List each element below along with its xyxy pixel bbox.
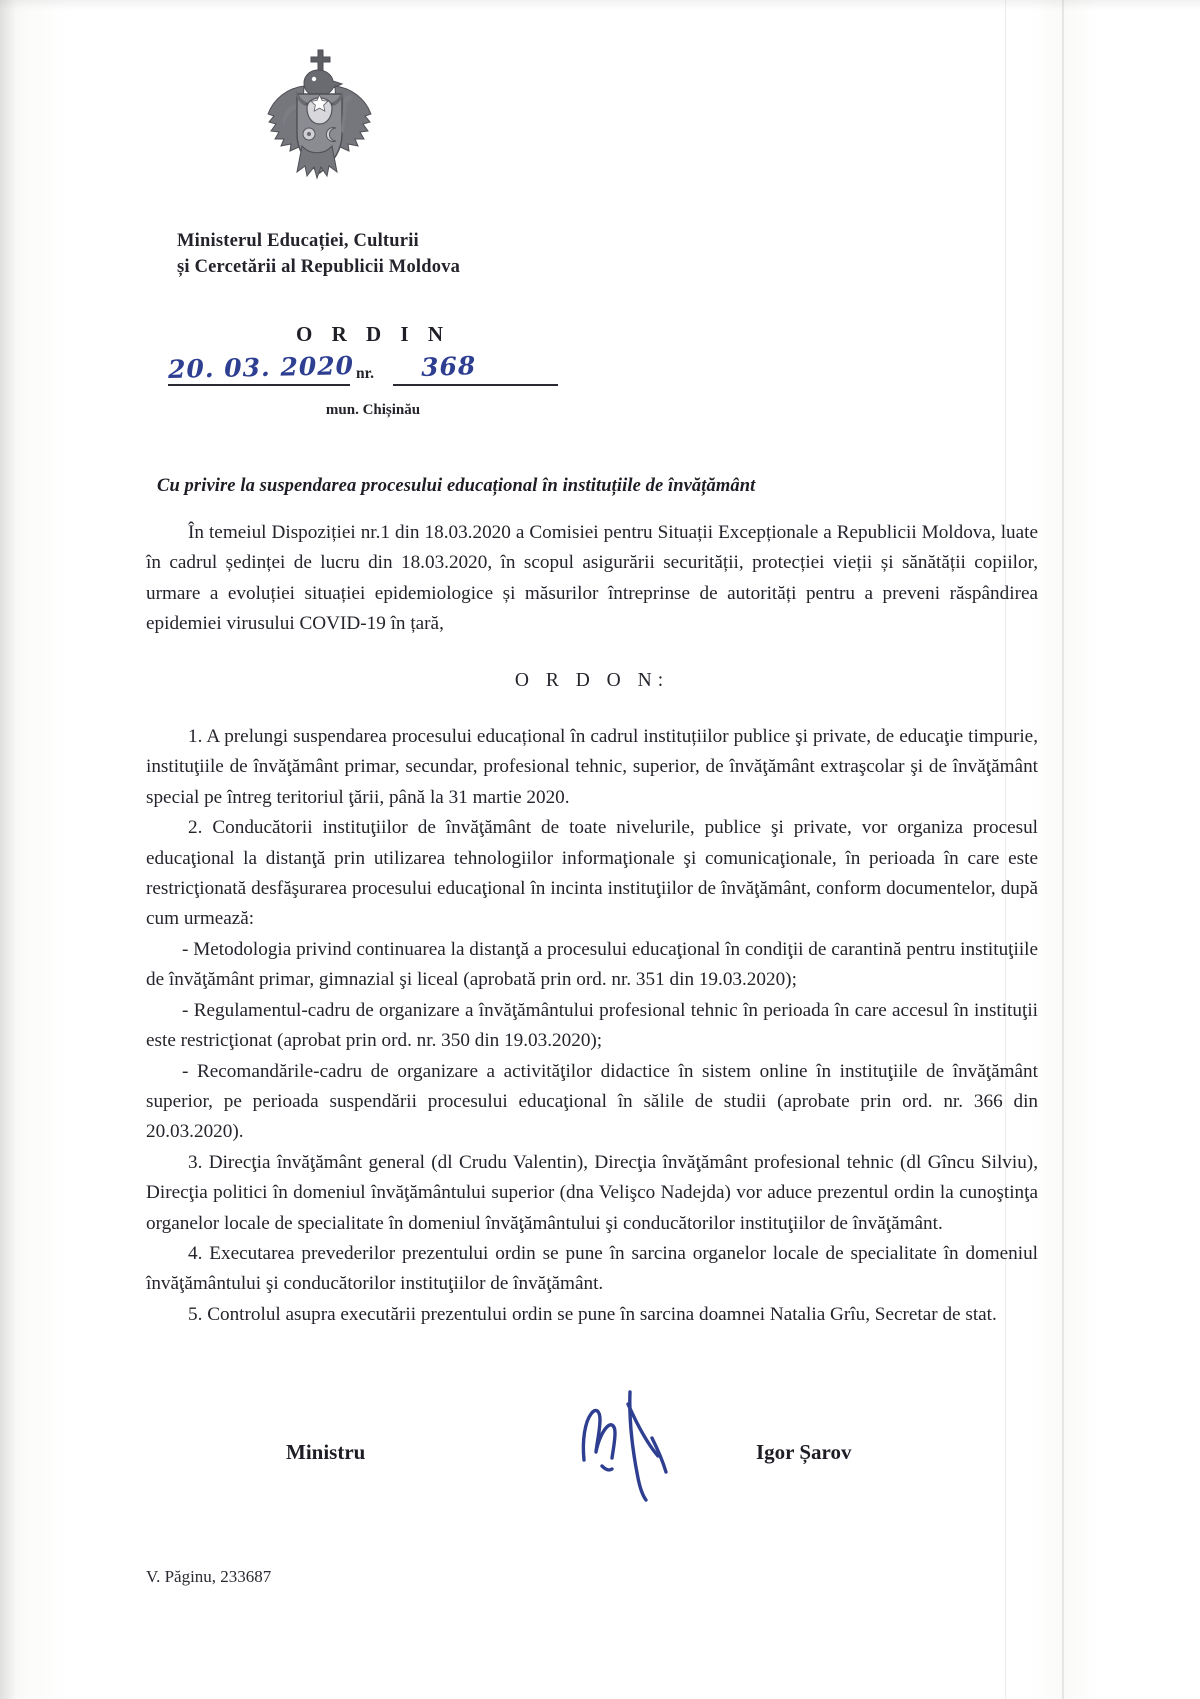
order-item-3: 3. Direcţia învăţământ general (dl Crudu Valentin), Direcţia învăţământ profesional tehnic (dl Gîncu Silviu), Direcţia politici în domeniul învăţământului superior (dna Velişco Nadejda) vor aduce prezentul ordin la cunoştinţa organelor locale de specialitate în domeniul învăţământului şi conducătorilor instituţiilor de învăţământ. bbox=[146, 1151, 1038, 1234]
handwritten-order-number: 368 bbox=[420, 351, 477, 382]
city-line: mun. Chișinău bbox=[325, 402, 421, 418]
date-rule bbox=[168, 384, 350, 386]
ministry-name bbox=[177, 228, 657, 280]
handwritten-date: 20. 03. 2020 bbox=[167, 351, 355, 384]
ordon-heading: O R D O N: bbox=[514, 669, 670, 691]
coat-of-arms-of-moldova-icon bbox=[252, 46, 387, 211]
handwritten-signature bbox=[566, 1374, 746, 1504]
ministry-name-line1: Ministerul Educației, Culturii bbox=[177, 231, 419, 251]
order-bullet-1: - Metodologia privind continuarea la distanţă a procesului educaţional în condiţii de carantină pentru instituţiile de învăţământ primar, gimnazial şi liceal (aprobată prin ord. nr. 351 din 19.03.2020); bbox=[146, 938, 1038, 991]
signature-name: Igor Șarov bbox=[756, 1440, 852, 1464]
page-left-shadow bbox=[0, 0, 16, 1699]
scan-fold-line bbox=[1062, 0, 1064, 1699]
nr-label: nr. bbox=[356, 365, 374, 382]
footer-reference: V. Păginu, 233687 bbox=[146, 1567, 272, 1586]
order-heading: O R D I N bbox=[295, 322, 450, 346]
page-top-shadow bbox=[0, 0, 1200, 10]
order-item-2: 2. Conducătorii instituţiilor de învăţământ de toate nivelurile, publice şi private, vor organiza procesul educaţional la distanţă prin utilizarea tehnologiilor informaţionale şi comunicaţionale, în perioada în care este restricţionată desfăşurarea procesului educaţional în incinta instituţiilor de învăţământ, conform documentelor, după cum urmează: bbox=[146, 817, 1038, 930]
preamble-paragraph: În temeiul Dispoziției nr.1 din 18.03.2020 a Comisiei pentru Situații Excepționale a Republicii Moldova, luate în cadrul ședinței de lucru din 18.03.2020, în scopul asigurării securității, protecției vieții și sănătății copiilor, urmare a evoluției situației epidemiologice și măsurilor întreprinse de autorități pentru a preveni răspândirea epidemiei virusului COVID-19 în țară, bbox=[146, 522, 1038, 635]
order-item-5: 5. Controlul asupra executării prezentului ordin se pune în sarcina doamnei Natalia Grîu, Secretar de stat. bbox=[188, 1303, 997, 1325]
order-item-4: 4. Executarea prevederilor prezentului ordin se pune în sarcina organelor locale de specialitate în domeniul învăţământului şi conducătorilor instituţiilor de învăţământ. bbox=[146, 1242, 1038, 1295]
order-bullet-3: - Recomandările-cadru de organizare a activităţilor didactice în sistem online în instituţiile de învăţământ superior, pe perioada suspendării procesului educaţional în sălile de studii (aprobate prin ord. nr. 366 din 20.03.2020). bbox=[146, 1060, 1038, 1143]
order-bullet-2: - Regulamentul-cadru de organizare a învăţământului profesional tehnic în perioada în care accesul în instituţii este restricţionat (aprobat prin ord. nr. 350 din 19.03.2020); bbox=[146, 999, 1038, 1052]
order-subject: Cu privire la suspendarea procesului educațional în instituțiile de învățământ bbox=[157, 476, 756, 496]
number-rule bbox=[393, 384, 558, 386]
signature-block bbox=[146, 1414, 1038, 1504]
ministry-name-line2: și Cercetării al Republicii Moldova bbox=[177, 257, 461, 277]
order-item-1: 1. A prelungi suspendarea procesului educațional în cadrul instituțiilor publice şi private, de educaţie timpurie, instituţiile de învăţământ primar, secundar, profesional tehnic, superior, de învăţământ extraşcolar şi de învăţământ special pe întreg teritoriul ţării, până la 31 martie 2020. bbox=[146, 726, 1038, 808]
order-date-number-block bbox=[167, 351, 598, 399]
signature-role: Ministru bbox=[286, 1440, 366, 1464]
order-body bbox=[146, 518, 1038, 1330]
